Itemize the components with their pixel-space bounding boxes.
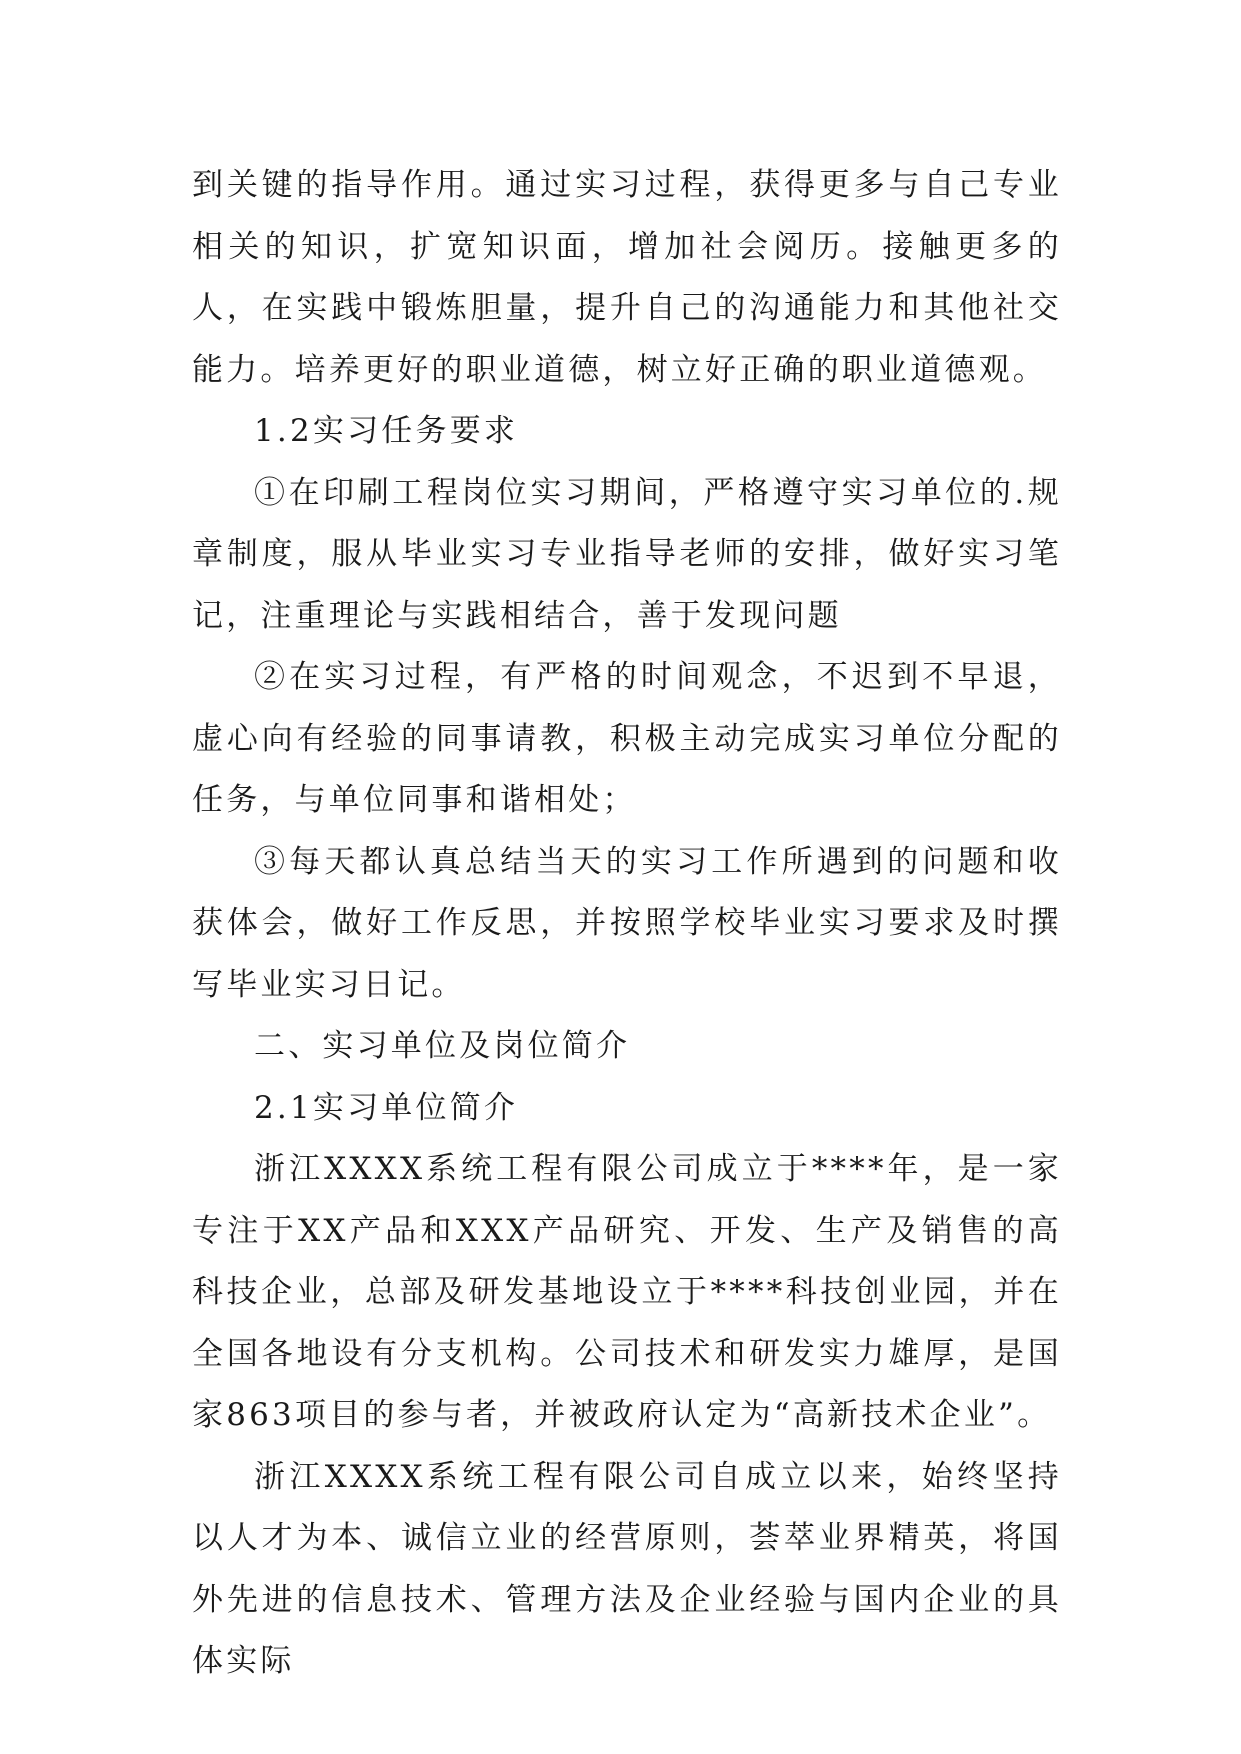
paragraph-company-intro: 浙江XXXX系统工程有限公司成立于****年，是一家专注于XX产品和XXX产品研究、开发、生产及销售的高科技企业，总部及研发基地设立于****科技创业园，并在全国各地设有分支机构。公司技术和研发实力雄厚，是国家863项目的参与者，并被政府认定为“高新技术企业”。 <box>192 1151 1062 1433</box>
document-body <box>192 155 1062 1693</box>
paragraph-requirement-1: ①在印刷工程岗位实习期间，严格遵守实习单位的.规章制度，服从毕业实习专业指导老师的安排，做好实习笔记，注重理论与实践相结合，善于发现问题 <box>192 474 1062 634</box>
paragraph-company-principles: 浙江XXXX系统工程有限公司自成立以来，始终坚持以人才为本、诚信立业的经营原则，荟萃业界精英，将国外先进的信息技术、管理方法及企业经验与国内企业的具体实际 <box>192 1458 1062 1679</box>
paragraph-requirement-2: ②在实习过程，有严格的时间观念，不迟到不早退，虚心向有经验的同事请教，积极主动完成实习单位分配的任务，与单位同事和谐相处； <box>192 659 1062 818</box>
section-heading-2: 二、实习单位及岗位简介 <box>254 1028 631 1064</box>
section-heading-1-2: 1.2实习任务要求 <box>254 413 519 449</box>
section-heading-2-1: 2.1实习单位简介 <box>254 1089 519 1126</box>
paragraph-requirement-3: ③每天都认真总结当天的实习工作所遇到的问题和收获体会，做好工作反思，并按照学校毕业实习要求及时撰写毕业实习日记。 <box>192 843 1062 1003</box>
paragraph-continuation: 到关键的指导作用。通过实习过程，获得更多与自己专业相关的知识，扩宽知识面，增加社会阅历。接触更多的人，在实践中锻炼胆量，提升自己的沟通能力和其他社交能力。培养更好的职业道德，树立好正确的职业道德观。 <box>192 167 1062 388</box>
